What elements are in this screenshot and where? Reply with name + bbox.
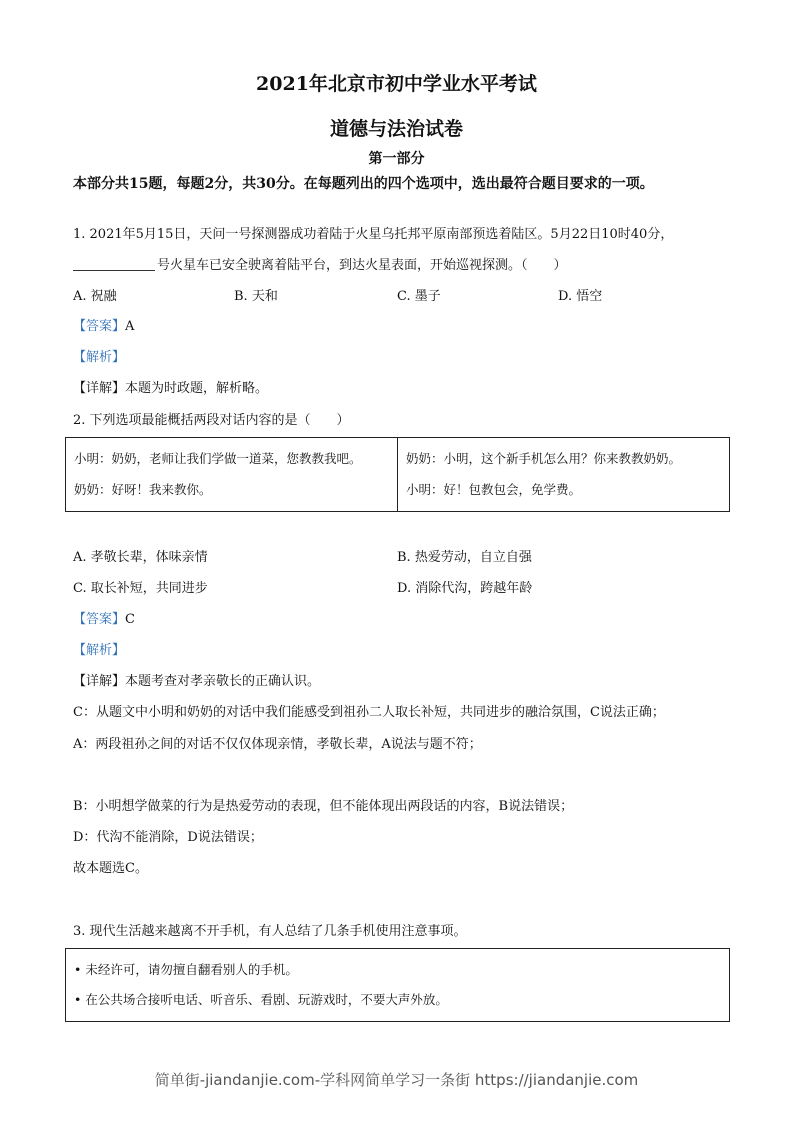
q1-option-b: B. 天和 [234,289,278,304]
q1-stem-line2 [73,257,567,275]
site-footer: 简单街-jiandanjie.com-学科网简单学习一条街 https://jiandanjie.com [154,1071,639,1089]
q2-option-c: C. 取长补短，共同进步 [73,581,208,596]
part-instructions: 本部分共15题，每题2分，共30分。在每题列出的四个选项中，选出最符合题目要求的一项。 [73,176,654,192]
q1-detail: 【详解】本题为时政题，解析略。 [73,381,269,396]
q2-explain-b: B：小明想学做菜的行为是热爱劳动的表现，但不能体现出两段话的内容，B说法错误； [73,799,574,814]
tip-item: • 在公共场合接听电话、听音乐、看剧、玩游戏时，不要大声外放。 [74,992,448,1007]
dialogue-left-line2: 奶奶：好呀！我来教你。 [74,482,212,497]
dialogue-right-line2: 小明：好！包教包会，免学费。 [406,482,582,497]
q1-analysis-tag: 【解析】 [73,350,126,365]
q2-explain-c: C：从题文中小明和奶奶的对话中我们能感受到祖孙二人取长补短，共同进步的融洽氛围，C说法正确； [73,705,665,720]
q2-analysis-tag: 【解析】 [73,643,126,658]
exam-title: 2021年北京市初中学业水平考试 [256,73,537,95]
q2-explain-a: A：两段祖孙之间的对话不仅仅体现亲情，孝敬长辈，A说法与题不符； [73,737,482,752]
part-heading: 第一部分 [368,151,425,167]
dialogue-left-line1: 小明：奶奶，老师让我们学做一道菜，您教教我吧。 [74,451,362,466]
q1-option-a: A. 祝融 [73,289,117,304]
q2-option-a: A. 孝敬长辈，体味亲情 [73,550,208,565]
q2-conclusion: 故本题选C。 [73,861,148,876]
q1-stem-text: 号火星车已安全驶离着陆平台，到达火星表面，开始巡视探测。（ ） [157,258,567,273]
answer-value: C [125,612,135,627]
q2-stem: 2. 下列选项最能概括两段对话内容的是（ ） [73,413,350,428]
answer-value: A [125,319,135,334]
q2-option-b: B. 热爱劳动，自立自强 [397,550,532,565]
q2-explain-d: D：代沟不能消除，D说法错误； [73,830,263,845]
q1-option-c: C. 墨子 [397,289,441,304]
q2-answer [73,611,135,629]
answer-tag: 【答案】 [73,612,126,627]
q2-option-d: D. 消除代沟，跨越年龄 [397,581,533,596]
q1-stem-line1: 1. 2021年5月15日，天问一号探测器成功着陆于火星乌托邦平原南部预选着陆区。5月22日10时40分， [73,227,674,242]
q2-detail: 【详解】本题考查对孝亲敬长的正确认识。 [73,674,321,689]
tip-item: • 未经许可，请勿擅自翻看别人的手机。 [74,962,298,977]
answer-tag: 【答案】 [73,319,126,334]
q1-answer [73,318,134,336]
dialogue-right-line1: 奶奶：小明，这个新手机怎么用？你来教教奶奶。 [406,451,682,466]
q1-option-d: D. 悟空 [558,289,603,304]
q3-stem: 3. 现代生活越来越离不开手机，有人总结了几条手机使用注意事项。 [73,924,467,939]
dialogue-table [65,437,730,512]
table-divider [397,438,398,511]
exam-subtitle: 道德与法治试卷 [329,118,463,140]
tips-box [65,948,730,1022]
fill-in-blank [73,257,155,271]
